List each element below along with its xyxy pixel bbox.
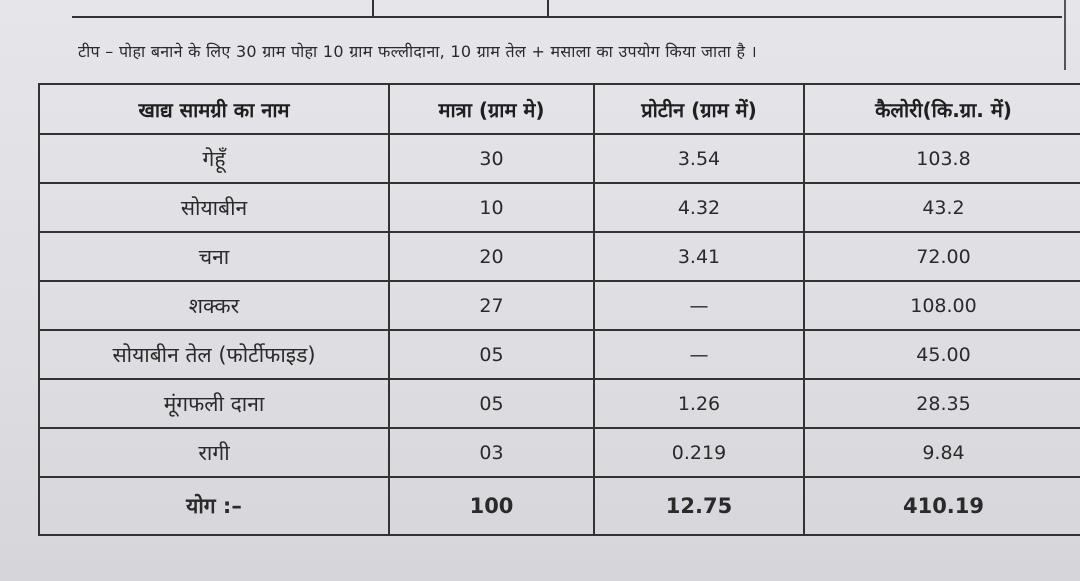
table-row (39, 183, 1080, 232)
divider (547, 0, 549, 16)
cell-protein: 1.26 (594, 379, 804, 428)
cell-qty: 05 (389, 330, 594, 379)
cell-qty: 27 (389, 281, 594, 330)
header-row (39, 84, 1080, 134)
cell-qty: 30 (389, 134, 594, 183)
cell-name: रागी (39, 428, 389, 477)
total-label: योग :– (39, 477, 389, 535)
total-protein: 12.75 (594, 477, 804, 535)
cell-name: मूंगफली दाना (39, 379, 389, 428)
previous-table-edge (72, 0, 1062, 18)
cell-protein: — (594, 281, 804, 330)
cell-name: चना (39, 232, 389, 281)
divider (372, 0, 374, 16)
header-protein: प्रोटीन (ग्राम में) (594, 84, 804, 134)
cell-qty: 10 (389, 183, 594, 232)
cell-calorie: 72.00 (804, 232, 1080, 281)
table-row (39, 330, 1080, 379)
cell-protein: 4.32 (594, 183, 804, 232)
cell-calorie: 108.00 (804, 281, 1080, 330)
cell-calorie: 9.84 (804, 428, 1080, 477)
header-food-name: खाद्य सामग्री का नाम (39, 84, 389, 134)
table-row (39, 232, 1080, 281)
cell-qty: 05 (389, 379, 594, 428)
cell-calorie: 28.35 (804, 379, 1080, 428)
cell-protein: 3.41 (594, 232, 804, 281)
total-calorie: 410.19 (804, 477, 1080, 535)
cell-name: सोयाबीन (39, 183, 389, 232)
cell-qty: 20 (389, 232, 594, 281)
nutrition-table (38, 83, 1080, 536)
table-row (39, 134, 1080, 183)
total-qty: 100 (389, 477, 594, 535)
cell-name: गेहूँ (39, 134, 389, 183)
header-calorie: कैलोरी(कि.ग्रा. में) (804, 84, 1080, 134)
table-row (39, 428, 1080, 477)
cell-protein: 3.54 (594, 134, 804, 183)
table-row (39, 379, 1080, 428)
cell-name: शक्कर (39, 281, 389, 330)
total-row (39, 477, 1080, 535)
cell-calorie: 43.2 (804, 183, 1080, 232)
cell-qty: 03 (389, 428, 594, 477)
tip-note: टीप – पोहा बनाने के लिए 30 ग्राम पोहा 10 ग्राम फल्लीदाना, 10 ग्राम तेल + मसाला का उपयोग किया जाता है । (78, 42, 757, 61)
cell-protein: — (594, 330, 804, 379)
cell-name: सोयाबीन तेल (फोर्टीफाइड) (39, 330, 389, 379)
cell-calorie: 103.8 (804, 134, 1080, 183)
table-row (39, 281, 1080, 330)
cell-calorie: 45.00 (804, 330, 1080, 379)
header-quantity: मात्रा (ग्राम मे) (389, 84, 594, 134)
cell-protein: 0.219 (594, 428, 804, 477)
